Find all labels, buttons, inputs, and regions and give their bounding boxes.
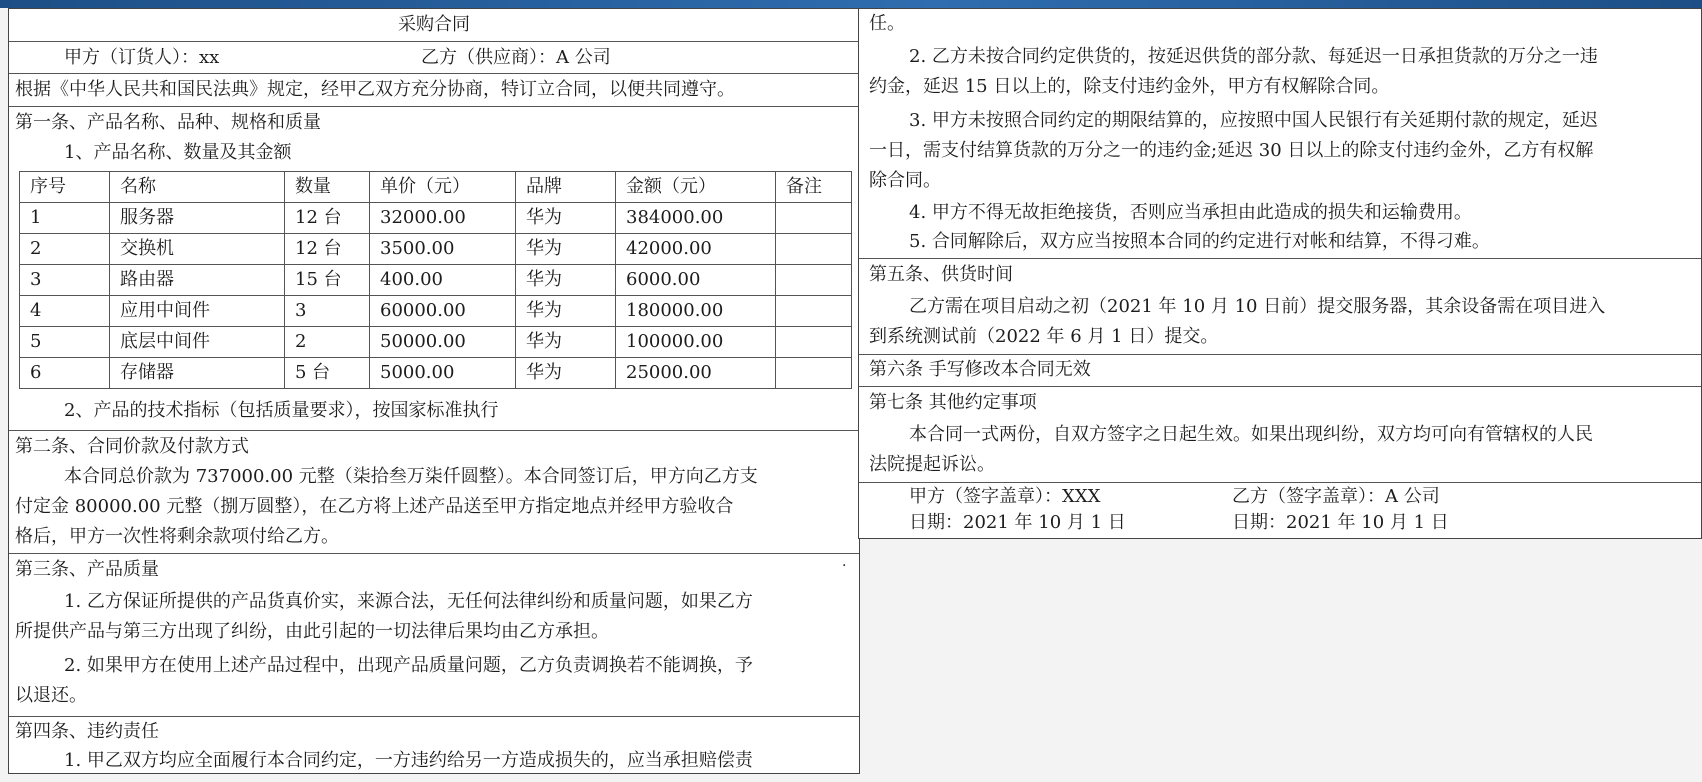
table-row: [20, 327, 852, 358]
article-4-heading: 第四条、违约责任: [15, 721, 159, 742]
party-a-label: 甲方（订货人）：xx: [64, 47, 220, 68]
article-5-line: 到系统测试前（2022 年 6 月 1 日）提交。: [869, 326, 1219, 347]
table-cell: [776, 203, 852, 234]
article-3-line: 1. 乙方保证所提供的产品货真价实，来源合法，无任何法律纠纷和质量问题，如果乙方: [64, 591, 753, 612]
table-cell: 服务器: [110, 203, 285, 234]
article-2-heading: 第二条、合同价款及付款方式: [15, 436, 249, 457]
party-a-signature: 甲方（签字盖章）：XXX: [909, 486, 1101, 507]
column-header: 序号: [20, 172, 110, 203]
column-header: 备注: [776, 172, 852, 203]
table-cell: 2: [285, 327, 370, 358]
table-cell: 存储器: [110, 358, 285, 389]
table-cell: [776, 265, 852, 296]
article-4-line: 约金，延迟 15 日以上的，除支付违约金外，甲方有权解除合同。: [869, 76, 1390, 97]
table-cell: 6000.00: [616, 265, 776, 296]
stray-mark: ·: [842, 558, 847, 574]
table-cell: 5: [20, 327, 110, 358]
table-cell: 12 台: [285, 203, 370, 234]
table-cell: 华为: [516, 234, 616, 265]
table-cell: 5 台: [285, 358, 370, 389]
article-6-section: [859, 355, 1701, 387]
column-header: 名称: [110, 172, 285, 203]
article-4-continued: [859, 9, 1701, 259]
table-cell: 60000.00: [370, 296, 516, 327]
table-cell: 华为: [516, 327, 616, 358]
window-top-bar: [0, 0, 1702, 8]
article-7-line: 法院提起诉讼。: [869, 454, 995, 475]
table-header-row: [20, 172, 852, 203]
table-cell: 1: [20, 203, 110, 234]
article-3-line: 2. 如果甲方在使用上述产品过程中，出现产品质量问题，乙方负责调换若不能调换，予: [64, 655, 753, 676]
column-header: 金额（元）: [616, 172, 776, 203]
table-cell: 华为: [516, 358, 616, 389]
article-4-line: 除合同。: [869, 170, 941, 191]
article-7-section: [859, 387, 1701, 483]
table-cell: [776, 296, 852, 327]
article-3-heading: 第三条、产品质量: [15, 559, 159, 580]
contract-title: 采购合同: [398, 14, 470, 35]
party-b-label: 乙方（供应商）：A 公司: [421, 47, 611, 68]
contract-page-left: [8, 8, 860, 774]
contract-page-right: [858, 8, 1702, 539]
parties-row: [9, 42, 859, 74]
table-row: [20, 296, 852, 327]
article-4-line: 任。: [869, 13, 905, 34]
article-2-line: 付定金 80000.00 元整（捌万圆整），在乙方将上述产品送至甲方指定地点并经甲方验收合: [15, 496, 734, 517]
table-cell: 15 台: [285, 265, 370, 296]
column-header: 单价（元）: [370, 172, 516, 203]
table-cell: 底层中间件: [110, 327, 285, 358]
article-5-line: 乙方需在项目启动之初（2021 年 10 月 10 日前）提交服务器，其余设备需在项目进入: [909, 296, 1606, 317]
preamble-row: [9, 74, 859, 107]
party-a-date: 日期：2021 年 10 月 1 日: [909, 512, 1126, 533]
party-b-signature: 乙方（签字盖章）：A 公司: [1232, 486, 1440, 507]
table-row: [20, 203, 852, 234]
table-cell: [776, 234, 852, 265]
signature-section: [859, 483, 1701, 538]
table-row: [20, 265, 852, 296]
table-cell: 5000.00: [370, 358, 516, 389]
table-cell: 50000.00: [370, 327, 516, 358]
table-cell: 42000.00: [616, 234, 776, 265]
table-cell: 华为: [516, 203, 616, 234]
table-cell: 6: [20, 358, 110, 389]
article-2-section: [9, 431, 859, 554]
article-3-line: 所提供产品与第三方出现了纠纷，由此引起的一切法律后果均由乙方承担。: [15, 621, 609, 642]
article-3-line: 以退还。: [15, 685, 87, 706]
preamble-text: 根据《中华人民共和国民法典》规定，经甲乙双方充分协商，特订立合同，以便共同遵守。: [15, 79, 735, 100]
table-cell: 华为: [516, 296, 616, 327]
article-4-line: 一日，需支付结算货款的万分之一的违约金;延迟 30 日以上的除支付违约金外，乙方有权解: [869, 140, 1594, 161]
table-cell: 3: [20, 265, 110, 296]
article-4-line: 2. 乙方未按合同约定供货的，按延迟供货的部分款、每延迟一日承担货款的万分之一违: [909, 46, 1598, 67]
table-cell: 3500.00: [370, 234, 516, 265]
article-1-subheading: 1、产品名称、数量及其金额: [64, 142, 292, 163]
article-5-heading: 第五条、供货时间: [869, 264, 1013, 285]
column-header: 品牌: [516, 172, 616, 203]
article-4-line: 1. 甲乙双方均应全面履行本合同约定，一方违约给另一方造成损失的，应当承担赔偿责: [64, 750, 753, 771]
table-cell: 4: [20, 296, 110, 327]
article-6-heading: 第六条 手写修改本合同无效: [869, 359, 1091, 380]
table-row: [20, 358, 852, 389]
article-1-tech-spec: 2、产品的技术指标（包括质量要求），按国家标准执行: [64, 400, 499, 421]
article-1-heading: 第一条、产品名称、品种、规格和质量: [15, 112, 321, 133]
table-row: [20, 234, 852, 265]
table-cell: 32000.00: [370, 203, 516, 234]
article-3-section: [9, 554, 859, 717]
table-cell: 2: [20, 234, 110, 265]
article-7-line: 本合同一式两份，自双方签字之日起生效。如果出现纠纷，双方均可向有管辖权的人民: [909, 424, 1593, 445]
table-cell: 180000.00: [616, 296, 776, 327]
table-cell: 应用中间件: [110, 296, 285, 327]
article-5-section: [859, 259, 1701, 355]
column-header: 数量: [285, 172, 370, 203]
table-cell: [776, 327, 852, 358]
article-4-line: 5. 合同解除后，双方应当按照本合同的约定进行对帐和结算，不得刁难。: [909, 231, 1490, 252]
article-4-line: 4. 甲方不得无故拒绝接货，否则应当承担由此造成的损失和运输费用。: [909, 202, 1472, 223]
title-row: [9, 9, 859, 42]
table-cell: 384000.00: [616, 203, 776, 234]
table-cell: [776, 358, 852, 389]
table-cell: 12 台: [285, 234, 370, 265]
table-cell: 华为: [516, 265, 616, 296]
table-cell: 400.00: [370, 265, 516, 296]
party-b-date: 日期：2021 年 10 月 1 日: [1232, 512, 1449, 533]
article-7-heading: 第七条 其他约定事项: [869, 392, 1037, 413]
article-2-line: 本合同总价款为 737000.00 元整（柒拾叁万柒仟圆整）。本合同签订后，甲方向乙方支: [64, 466, 758, 487]
article-4-section: [9, 717, 859, 773]
table-cell: 3: [285, 296, 370, 327]
table-cell: 100000.00: [616, 327, 776, 358]
article-4-line: 3. 甲方未按照合同约定的期限结算的，应按照中国人民银行有关延期付款的规定，延迟: [909, 110, 1598, 131]
table-cell: 交换机: [110, 234, 285, 265]
table-cell: 路由器: [110, 265, 285, 296]
product-table: [19, 171, 852, 389]
table-cell: 25000.00: [616, 358, 776, 389]
article-2-line: 格后，甲方一次性将剩余款项付给乙方。: [15, 526, 339, 547]
